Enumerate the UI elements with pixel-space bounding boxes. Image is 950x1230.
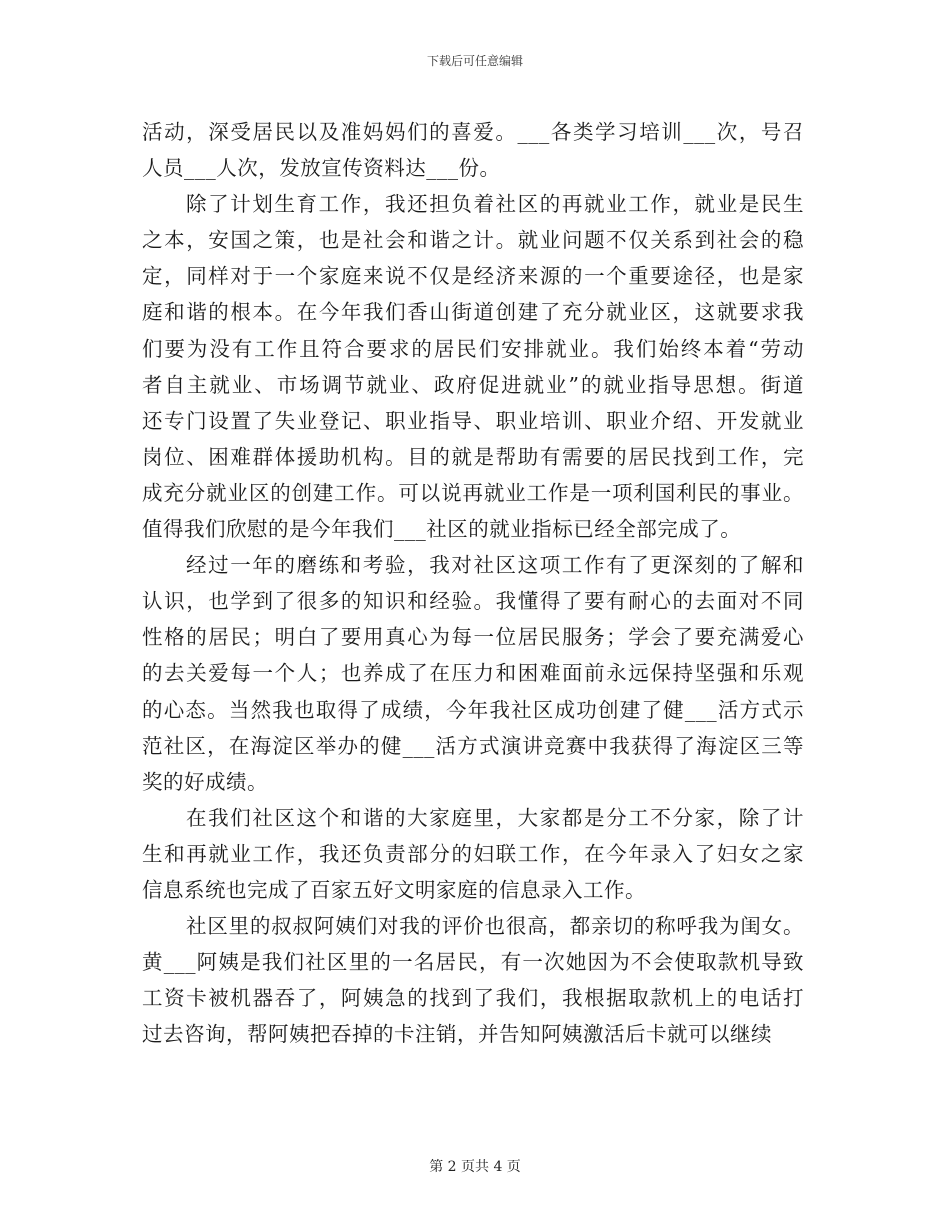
paragraph: [142, 547, 804, 800]
text-line: 之本，安国之策，也是社会和谐之计。就业问题不仅关系到社会的稳: [142, 228, 804, 253]
text-line: 们要为没有工作且符合要求的居民们安排就业。我们始终本着“劳动: [142, 336, 804, 361]
paragraph: [142, 800, 804, 908]
text-line: 生和再就业工作，我还负责部分的妇联工作，在今年录入了妇女之家: [142, 841, 804, 866]
text-line: 奖的好成绩。: [142, 769, 268, 794]
text-line: 黄___阿姨是我们社区里的一名居民，有一次她因为不会使取款机导致: [142, 950, 804, 975]
text-line: 定，同样对于一个家庭来说不仅是经济来源的一个重要途径，也是家: [142, 264, 804, 289]
text-line: 性格的居民；明白了要用真心为每一位居民服务；学会了要充满爱心: [142, 625, 804, 650]
text-line: 者自主就业、市场调节就业、政府促进就业”的就业指导思想。街道: [142, 372, 804, 397]
text-line: 范社区，在海淀区举办的健___活方式演讲竞赛中我获得了海淀区三等: [142, 733, 804, 758]
text-line: 的心态。当然我也取得了成绩，今年我社区成功创建了健___活方式示: [142, 697, 804, 722]
text-line: 除了计划生育工作，我还担负着社区的再就业工作，就业是民生: [186, 192, 804, 217]
text-line: 信息系统也完成了百家五好文明家庭的信息录入工作。: [142, 877, 646, 902]
text-line: 经过一年的磨练和考验，我对社区这项工作有了更深刻的了解和: [186, 553, 804, 578]
page-header: 下载后可任意编辑: [426, 54, 523, 68]
paragraph: [142, 114, 804, 186]
text-line: 活动，深受居民以及准妈妈们的喜爱。___各类学习培训___次，号召: [142, 120, 804, 144]
text-line: 成充分就业区的创建工作。可以说再就业工作是一项利国利民的事业。: [142, 480, 804, 505]
text-line: 庭和谐的根本。在今年我们香山街道创建了充分就业区，这就要求我: [142, 300, 804, 325]
text-line: 过去咨询，帮阿姨把吞掉的卡注销，并告知阿姨激活后卡就可以继续: [142, 1022, 772, 1047]
text-line: 工资卡被机器吞了，阿姨急的找到了我们，我根据取款机上的电话打: [142, 986, 804, 1011]
page-footer: 第 2 页共 4 页: [429, 1159, 521, 1175]
text-line: 值得我们欣慰的是今年我们___社区的就业指标已经全部完成了。: [142, 517, 742, 542]
text-line: 还专门设置了失业登记、职业指导、职业培训、职业介绍、开发就业: [142, 408, 804, 433]
document-body: [142, 114, 804, 1052]
text-line: 社区里的叔叔阿姨们对我的评价也很高，都亲切的称呼我为闺女。: [186, 914, 804, 939]
text-line: 人员___人次，发放宣传资料达___份。: [142, 156, 501, 181]
text-line: 在我们社区这个和谐的大家庭里，大家都是分工不分家，除了计: [186, 805, 804, 830]
paragraph: [142, 186, 804, 547]
text-line: 的去关爱每一个人；也养成了在压力和困难面前永远保持坚强和乐观: [142, 661, 804, 686]
text-line: 认识，也学到了很多的知识和经验。我懂得了要有耐心的去面对不同: [142, 589, 804, 614]
paragraph: [142, 908, 804, 1052]
text-line: 岗位、困难群体援助机构。目的就是帮助有需要的居民找到工作，完: [142, 444, 804, 469]
